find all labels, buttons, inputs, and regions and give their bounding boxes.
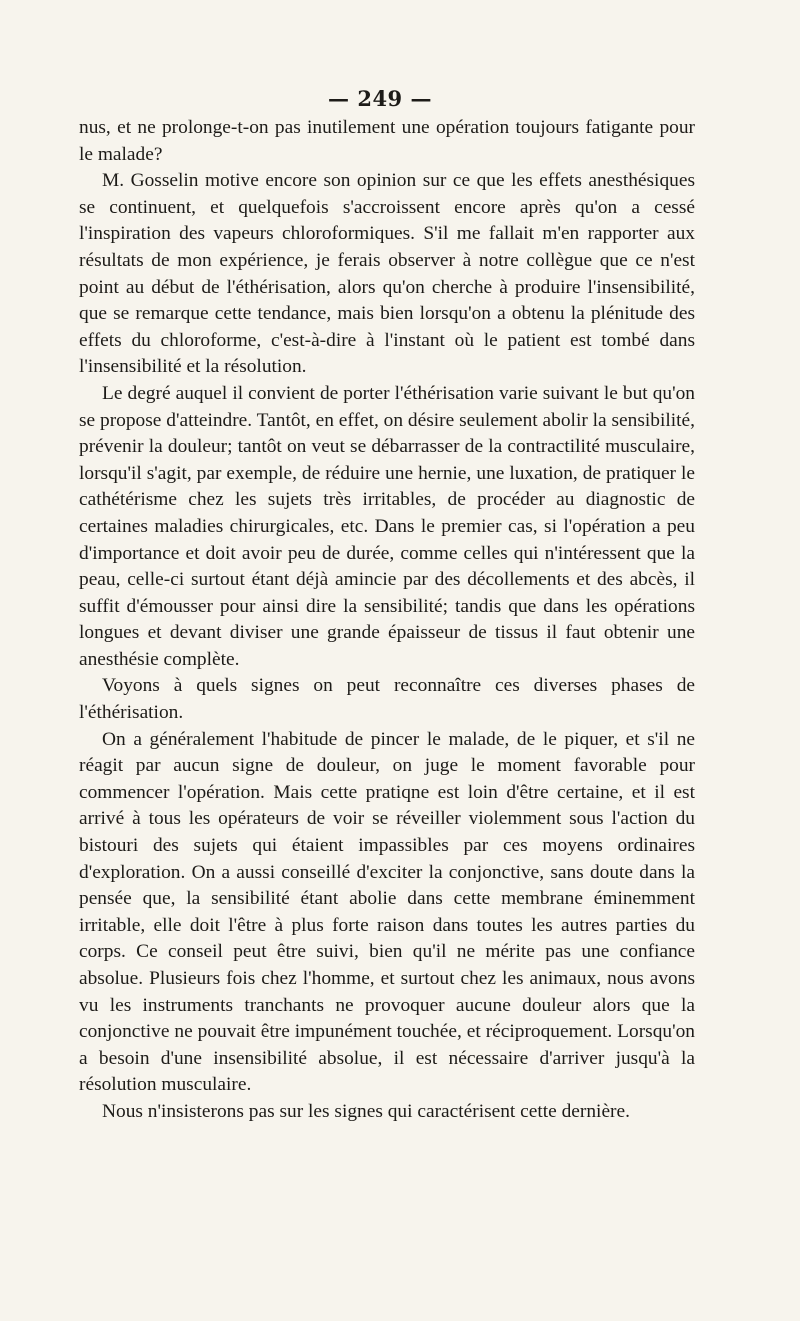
- page-number: — 249 —: [328, 86, 432, 111]
- paragraph-gosselin: M. Gosselin motive encore son opinion sur ce que les effets anesthésiques se continuent, et quelquefois s'accroissent encore après qu'on a cessé l'inspiration des vapeurs chloroformiques. S'il me fallait m'en rapporter aux résultats de mon expérience, je ferais observer à notre collègue que ce n'est point au début de l'éthérisation, alors qu'on cherche à produire l'insensibilité, que se remarque cette tendance, mais bien lorsqu'on a obtenu la plénitude des effets du chloroforme, c'est-à-dire à l'instant où le patient est tombé dans l'insensibilité et la résolution.: [79, 170, 695, 378]
- paragraph-conclusion: Nous n'insisterons pas sur les signes qui caractérisent cette dernière.: [102, 1100, 630, 1122]
- paragraph-degre: Le degré auquel il convient de porter l'éthérisation varie suivant le but qu'on se propose d'atteindre. Tantôt, en effet, on désire seulement abolir la sensibilité, prévenir la douleur; tantôt on veut se débarrasser de la contractilité musculaire, lorsqu'il s'agit, par exemple, de réduire une hernie, une luxation, de pratiquer le cathétérisme chez les sujets très irritables, de procéder au diagnostic de certaines maladies chirurgicales, etc. Dans le premier cas, si l'opération a peu d'importance et doit avoir peu de durée, comme celles qui n'intéressent que la peau, celle-ci surtout étant déjà amincie par des décollements et des abcès, il suffit d'émousser pour ainsi dire la sensibilité; tandis que dans les opérations longues et devant diviser une grande épaisseur de tissus il faut obtenir une anesthésie complète.: [79, 382, 695, 670]
- paragraph-voyons: Voyons à quels signes on peut reconnaître ces diverses phases de l'éthérisation.: [79, 675, 695, 724]
- paragraph-continuation: nus, et ne prolonge-t-on pas inutilement une opération toujours fatigante pour le malade?: [79, 117, 695, 165]
- body-text: [79, 115, 695, 1126]
- paragraph-habitude: On a généralement l'habitude de pincer le malade, de le piquer, et s'il ne réagit par aucun signe de douleur, on juge le moment favorable pour commencer l'opération. Mais cette pratiqne est loin d'être certaine, et il est arrivé à tous les opérateurs de voir se réveiller violemment sous l'action du bistouri des sujets qui étaient impassibles par ces moyens ordinaires d'exploration. On a aussi conseillé d'exciter la conjonctive, sans doute dans la pensée que, la sensibilité étant abolie dans cette membrane éminemment irritable, elle doit l'être à plus forte raison dans toutes les autres parties du corps. Ce conseil peut être suivi, bien qu'il ne mérite pas une confiance absolue. Plusieurs fois chez l'homme, et surtout chez les animaux, nous avons vu les instruments tranchants ne provoquer aucune douleur alors que la conjonctive ne pouvait être impunément touchée, et réciproquement. Lorsqu'on a besoin d'une insensibilité absolue, il est nécessaire d'arriver jusqu'à la résolution musculaire.: [79, 728, 695, 1096]
